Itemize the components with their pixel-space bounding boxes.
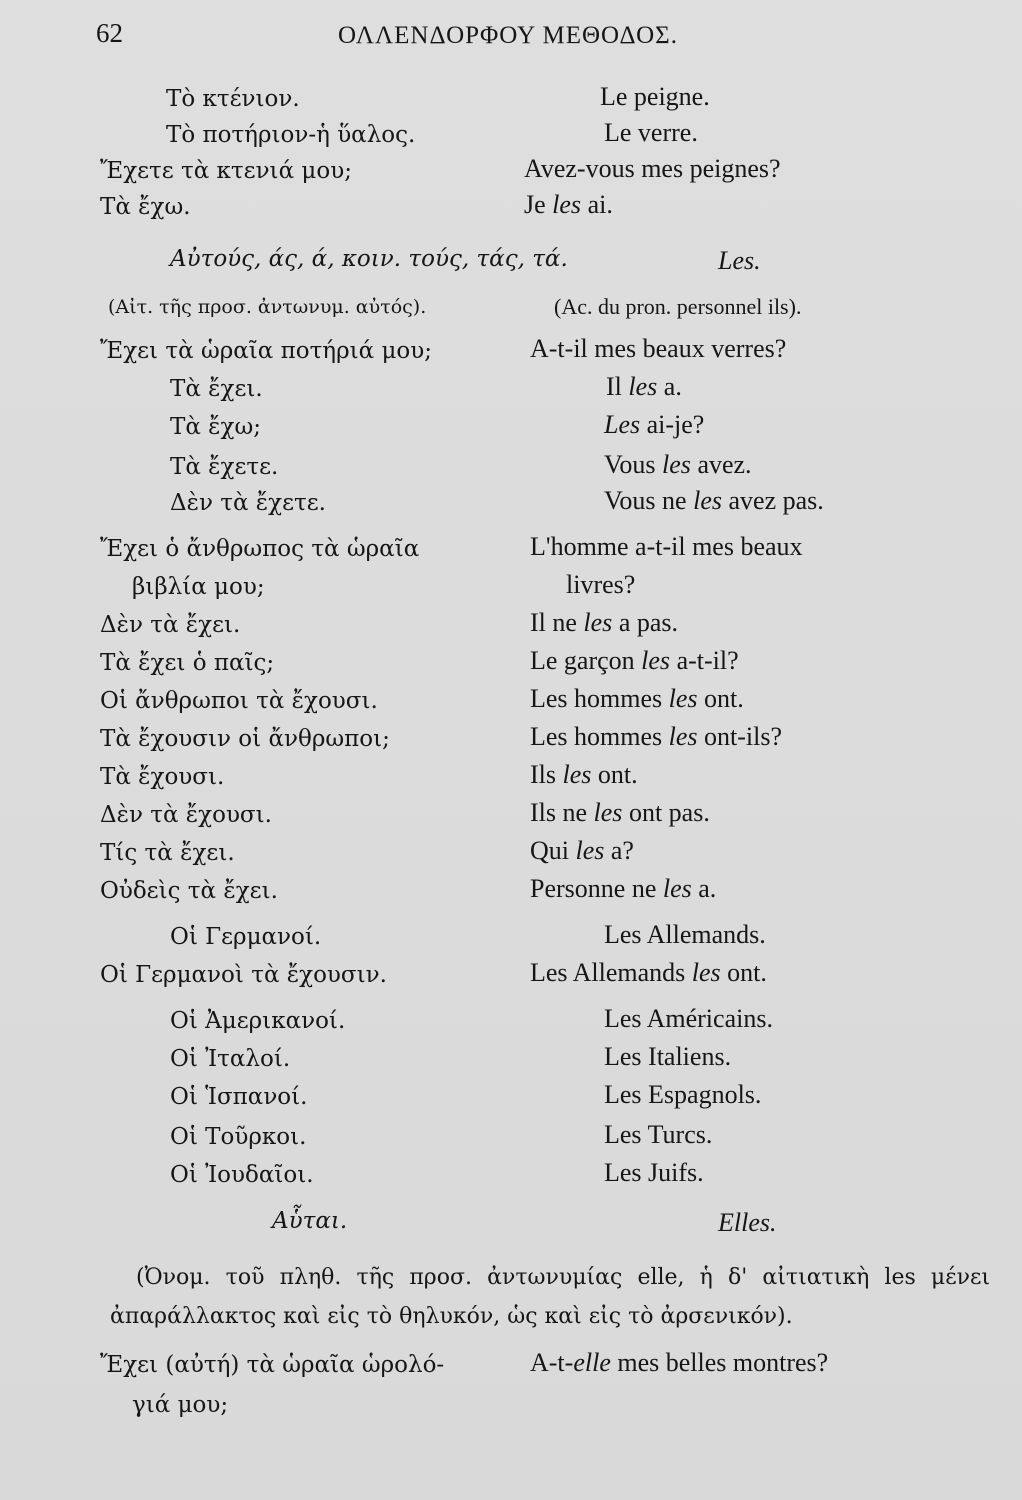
greek-text: Τὰ ἔχουσι. — [100, 764, 225, 790]
sentence-pair — [0, 190, 1022, 228]
sentence-pair — [0, 760, 1022, 798]
french-heading: Elles. — [718, 1208, 777, 1237]
french-text: Vous les avez. — [604, 450, 752, 479]
greek-text: Οἱ Γερμανοί. — [170, 924, 322, 950]
french-text: Les Allemands. — [604, 920, 766, 949]
pronoun-heading — [0, 1208, 1022, 1246]
greek-text: Τὸ κτένιον. — [166, 86, 300, 112]
sentence-pair — [0, 646, 1022, 684]
greek-text: Τὰ ἔχω; — [170, 414, 261, 440]
french-text: Les Juifs. — [604, 1158, 704, 1187]
greek-text: Τὰ ἔχει. — [170, 376, 263, 402]
greek-text: Οἱ Ἀμερικανοί. — [170, 1008, 346, 1034]
sentence-pair — [0, 874, 1022, 912]
french-text: Les Allemands les ont. — [530, 958, 767, 987]
greek-text: Οἱ Ἰουδαῖοι. — [170, 1162, 314, 1188]
sentence-pair — [0, 82, 1022, 120]
sentence-pair — [0, 1080, 1022, 1118]
grammar-paragraph: (Ὀνομ. τοῦ πληθ. τῆς προσ. ἀντωνυμίας elle, ἡ δ' αἰτιατικὴ les μένει ἀπαράλλακτος καὶ εἰς τὸ θηλυκόν, ὡς καὶ εἰς τὸ ἀρσενικόν). — [110, 1265, 990, 1329]
sentence-pair — [0, 1120, 1022, 1158]
sentence-pair — [0, 334, 1022, 372]
sentence-pair — [0, 920, 1022, 958]
sentence-pair — [0, 372, 1022, 410]
sentence-pair — [0, 570, 1022, 608]
sentence-pair — [0, 958, 1022, 996]
french-note: (Ac. du pron. personnel ils). — [554, 294, 802, 319]
french-text: Le garçon les a-t-il? — [530, 646, 739, 675]
sentence-pair — [0, 486, 1022, 524]
grammar-note — [0, 294, 1022, 332]
sentence-pair — [0, 450, 1022, 488]
sentence-pair — [0, 118, 1022, 156]
greek-text: Οἱ ἄνθρωποι τὰ ἔχουσι. — [100, 688, 378, 714]
sentence-pair — [0, 1004, 1022, 1042]
greek-text: βιβλία μου; — [132, 574, 265, 600]
sentence-pair — [0, 722, 1022, 760]
greek-text: Δὲν τὰ ἔχουσι. — [100, 802, 272, 828]
pronoun-heading — [0, 246, 1022, 284]
french-text: Les Turcs. — [604, 1120, 713, 1149]
french-text: Avez-vous mes peignes? — [524, 154, 781, 183]
sentence-pair — [0, 1042, 1022, 1080]
greek-text: Ἔχει ὁ ἄνθρωπος τὰ ὡραῖα — [100, 536, 420, 562]
french-text: livres? — [566, 570, 636, 599]
french-text: Je les ai. — [524, 190, 613, 219]
greek-text: Τὸ ποτήριον-ἡ ὕαλος. — [166, 122, 416, 148]
sentence-pair — [0, 1348, 1022, 1428]
sentence-pair — [0, 836, 1022, 874]
french-text: L'homme a-t-il mes beaux — [530, 532, 803, 561]
french-text: Les Espagnols. — [604, 1080, 762, 1109]
greek-text: Οἱ Ἱσπανοί. — [170, 1084, 308, 1110]
french-text: Personne ne les a. — [530, 874, 717, 903]
running-title: ΟΛΛΕΝΔΟΡΦΟΥ ΜΕΘΟΔΟΣ. — [338, 22, 678, 49]
french-text: Les Américains. — [604, 1004, 773, 1033]
greek-text: Δὲν τὰ ἔχει. — [100, 612, 241, 638]
french-text: A-t-elle mes belles montres? — [530, 1348, 829, 1377]
french-text: Les hommes les ont. — [530, 684, 744, 713]
greek-text: Ἔχει (αὐτή) τὰ ὡραῖα ὡρολό- — [100, 1352, 445, 1378]
french-heading: Les. — [718, 246, 761, 275]
greek-text: Τίς τὰ ἔχει. — [100, 840, 235, 866]
sentence-pair — [0, 1158, 1022, 1196]
french-text: Les hommes les ont-ils? — [530, 722, 783, 751]
french-text: Ils ne les ont pas. — [530, 798, 710, 827]
french-text: Les ai-je? — [604, 410, 705, 439]
french-text: Ils les ont. — [530, 760, 638, 789]
greek-text: Οἱ Τοῦρκοι. — [170, 1124, 307, 1150]
page-number: 62 — [96, 18, 123, 48]
greek-text: Τὰ ἔχει ὁ παῖς; — [100, 650, 275, 676]
greek-text: Τὰ ἔχουσιν οἱ ἄνθρωποι; — [100, 726, 390, 752]
greek-text: Τὰ ἔχω. — [100, 194, 191, 220]
greek-text: Οἱ Ἰταλοί. — [170, 1046, 291, 1072]
french-text: Il les a. — [606, 372, 682, 401]
french-text: Le verre. — [604, 118, 698, 147]
greek-text: Ἔχει τὰ ὡραῖα ποτήριά μου; — [100, 338, 432, 364]
greek-note: (Αἰτ. τῆς προσ. ἀντωνυμ. αὐτός). — [108, 296, 427, 318]
french-text: Les Italiens. — [604, 1042, 732, 1071]
greek-text-continued: γιά μου; — [132, 1392, 229, 1418]
sentence-pair — [0, 608, 1022, 646]
greek-text: Τὰ ἔχετε. — [170, 454, 279, 480]
sentence-pair — [0, 532, 1022, 570]
sentence-pair — [0, 154, 1022, 192]
sentence-pair — [0, 798, 1022, 836]
greek-text: Οὐδεὶς τὰ ἔχει. — [100, 878, 278, 904]
greek-text: Ἔχετε τὰ κτενιά μου; — [100, 158, 352, 184]
greek-heading: Αὐτούς, άς, ά, κοιν. τούς, τάς, τά. — [170, 246, 568, 272]
greek-text: Οἱ Γερμανοὶ τὰ ἔχουσιν. — [100, 962, 387, 988]
sentence-pair — [0, 410, 1022, 448]
french-text: Il ne les a pas. — [530, 608, 679, 637]
french-text: Qui les a? — [530, 836, 634, 865]
french-text: Vous ne les avez pas. — [604, 486, 824, 515]
greek-text: Δὲν τὰ ἔχετε. — [170, 490, 326, 516]
french-text: Le peigne. — [600, 82, 710, 111]
french-text: A-t-il mes beaux verres? — [530, 334, 787, 363]
sentence-pair — [0, 684, 1022, 722]
greek-heading: Αὗται. — [272, 1208, 348, 1234]
